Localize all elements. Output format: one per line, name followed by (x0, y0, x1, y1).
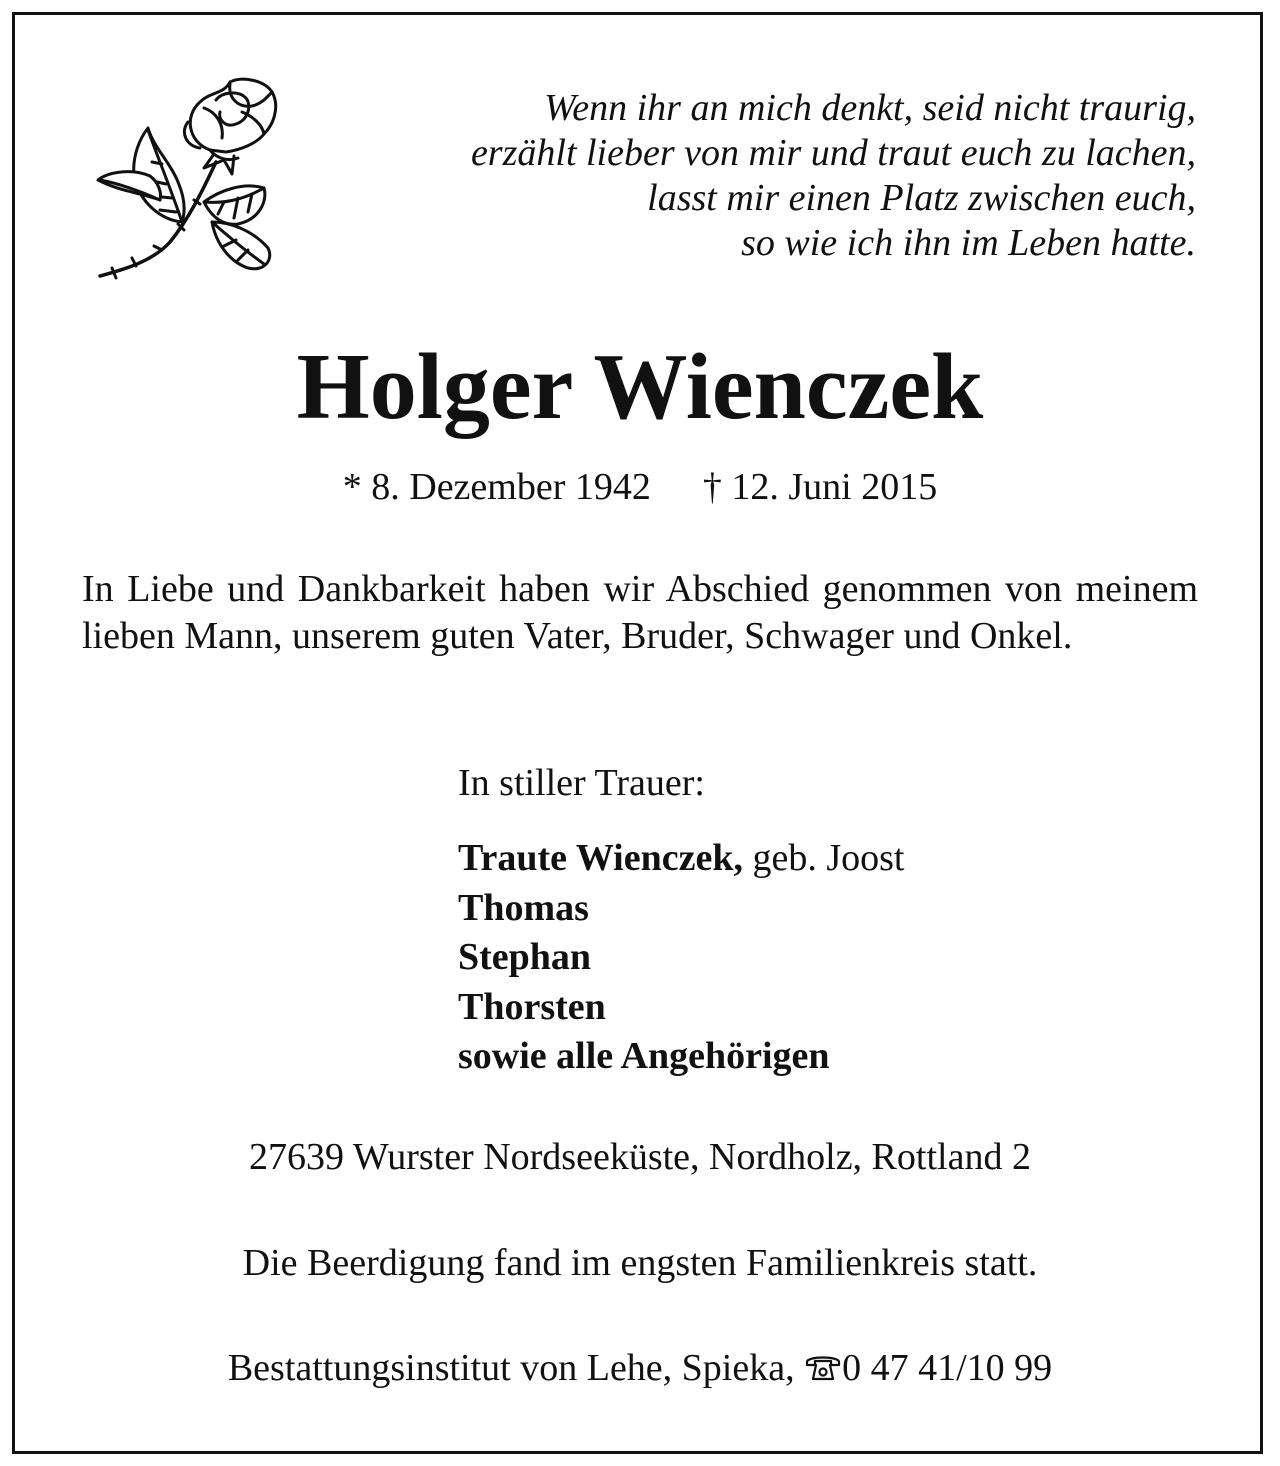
deceased-name: Holger Wienczek (296, 335, 984, 439)
mourner-name: Thorsten (458, 985, 606, 1028)
quote-line: so wie ich ihn im Leben hatte. (741, 222, 1196, 264)
telephone-icon (804, 1352, 842, 1382)
quote-line: erzählt lieber von mir und traut euch zu lachen, (470, 132, 1196, 174)
mourning-heading: In stiller Trauer: (458, 762, 705, 804)
life-dates (0, 464, 1280, 510)
undertaker-phone: 0 47 41/10 99 (842, 1347, 1053, 1389)
undertaker-line (0, 1345, 1280, 1391)
mourner-spouse (458, 834, 904, 884)
rose-icon (92, 72, 282, 284)
funeral-note: Die Beerdigung fand im engsten Familienkreis statt. (242, 1242, 1038, 1284)
farewell-text: In Liebe und Dankbarkeit haben wir Abschied genommen von meinem lieben Mann, unserem guten Vater, Bruder, Schwager und Onkel. (82, 568, 1198, 657)
spouse-name: Traute Wienczek, (458, 837, 743, 879)
quote-line: lasst mir einen Platz zwischen euch, (647, 177, 1196, 219)
family-address: 27639 Wurster Nordseeküste, Nordholz, Rottland 2 (249, 1136, 1031, 1178)
mourner-name: Stephan (458, 936, 592, 978)
mourner-name: Thomas (458, 886, 589, 929)
undertaker-name: Bestattungsinstitut von Lehe, Spieka, (227, 1347, 795, 1389)
quote-line: Wenn ihr an mich denkt, seid nicht traurig, (544, 87, 1196, 129)
memorial-quote (296, 86, 1196, 266)
mourners-list (458, 834, 904, 1082)
mourner-relatives: sowie alle Angehörigen (458, 1035, 830, 1077)
birth-date: * 8. Dezember 1942 (342, 466, 651, 508)
death-date: † 12. Juni 2015 (702, 466, 938, 508)
spouse-maiden-name: geb. Joost (752, 837, 905, 879)
